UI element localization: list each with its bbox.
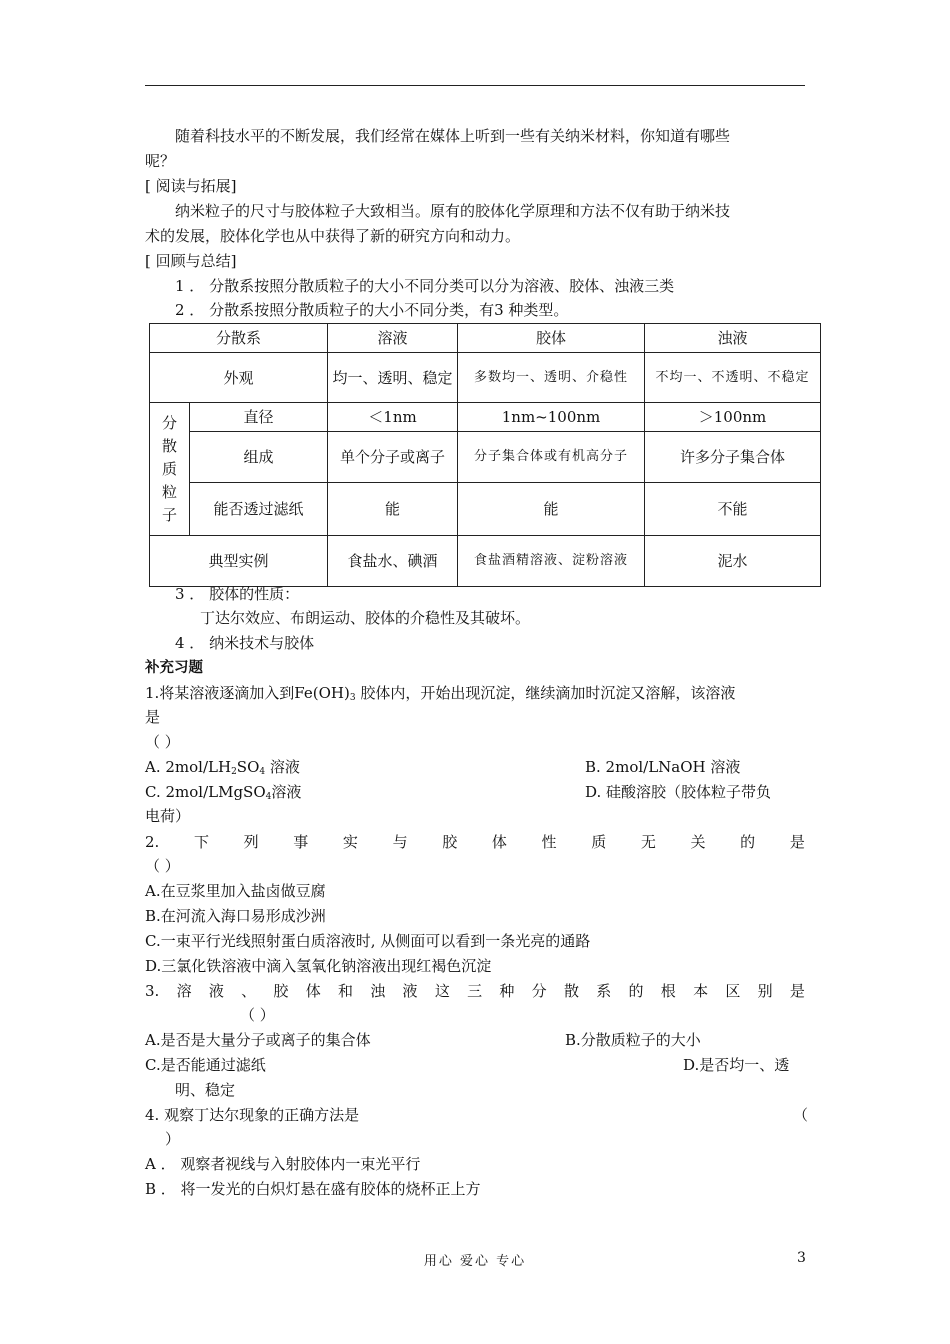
q3-option-b: B.分散质粒子的大小 bbox=[565, 1031, 701, 1049]
review-item-2: 2 ． 分散系按照分散质粒子的大小不同分类，有3 种类型。 bbox=[175, 301, 569, 319]
q1-option-d: D. 硅酸溶胶（胶体粒子带负 bbox=[585, 783, 772, 801]
table-cell: 均一、透明、稳定 bbox=[328, 353, 458, 403]
intro-line-2: 呢？ bbox=[145, 152, 176, 170]
q2-answer-paren: （ ） bbox=[145, 857, 180, 875]
table-row-diameter bbox=[150, 403, 821, 432]
q1-stem-line-2: 是 bbox=[145, 708, 161, 726]
table-cell: 许多分子集合体 bbox=[645, 432, 821, 483]
row-label: 直径 bbox=[190, 403, 328, 432]
q1-option-c: C. 2mol/LMgSO$_4$溶液 bbox=[145, 783, 302, 802]
q3-option-c: C.是否能通过滤纸 bbox=[145, 1056, 266, 1074]
q3-option-d: D.是否均一、透 bbox=[683, 1056, 790, 1074]
header-rule bbox=[145, 85, 805, 86]
q2-option-b: B.在河流入海口易形成沙洲 bbox=[145, 907, 326, 925]
review-item-3: 3 ． 胶体的性质： bbox=[175, 585, 300, 603]
review-item-3-detail: 丁达尔效应、布朗运动、胶体的介稳性及其破坏。 bbox=[200, 609, 531, 627]
table-cell: 能 bbox=[458, 483, 645, 536]
table-cell: 分子集合体或有机高分子 bbox=[458, 432, 645, 483]
particle-group-label: 分 散 质 粒 子 bbox=[150, 403, 190, 536]
q3-options-row-2 bbox=[145, 1053, 805, 1078]
q3-answer-paren: （ ） bbox=[240, 1006, 275, 1024]
row-label: 能否透过滤纸 bbox=[190, 483, 328, 536]
q4-option-a: A ． 观察者视线与入射胶体内一束光平行 bbox=[145, 1155, 421, 1173]
q2-stem: 2. 下 列 事 实 与 胶 体 性 质 无 关 的 是 bbox=[145, 833, 805, 851]
table-cell: 能 bbox=[328, 483, 458, 536]
table-row-header bbox=[150, 324, 821, 353]
reading-line-1: 纳米粒子的尺寸与胶体粒子大致相当。原有的胶体化学原理和方法不仅有助于纳米技 bbox=[175, 202, 731, 220]
header-cell: 浊液 bbox=[645, 324, 821, 353]
review-item-4: 4 ． 纳米技术与胶体 bbox=[175, 634, 315, 652]
q3-option-d-cont: 明、稳定 bbox=[175, 1081, 236, 1099]
row-label: 典型实例 bbox=[150, 536, 328, 587]
exercises-heading: 补充习题 bbox=[145, 660, 203, 676]
table-cell: 食盐酒精溶液、淀粉溶液 bbox=[458, 536, 645, 587]
q3-stem: 3. 溶 液 、 胶 体 和 浊 液 这 三 种 分 散 系 的 根 本 区 别 是 bbox=[145, 982, 805, 1000]
table-row-filter bbox=[150, 483, 821, 536]
table-cell: 单个分子或离子 bbox=[328, 432, 458, 483]
reading-heading: [ 阅读与拓展] bbox=[145, 177, 237, 195]
table-cell: 不能 bbox=[645, 483, 821, 536]
footer-motto: 用心 爱心 专心 bbox=[423, 1254, 527, 1269]
q1-option-d-cont: 电荷） bbox=[145, 807, 191, 825]
table-row-examples bbox=[150, 536, 821, 587]
q1-option-a: A. $2mol/LH_2SO_4$ 溶液 bbox=[145, 758, 300, 777]
page-number: 3 bbox=[797, 1250, 806, 1266]
q1-answer-paren: （ ） bbox=[145, 733, 180, 751]
q2-option-c: C.一束平行光线照射蛋白质溶液时, 从侧面可以看到一条光亮的通路 bbox=[145, 932, 591, 950]
dispersion-table bbox=[149, 323, 821, 587]
q4-option-b: B ． 将一发光的白炽灯悬在盛有胶体的烧杯正上方 bbox=[145, 1180, 481, 1198]
table-row-appearance bbox=[150, 353, 821, 403]
review-heading: [ 回顾与总结] bbox=[145, 252, 237, 270]
row-label: 外观 bbox=[150, 353, 328, 403]
table-cell: ＜1nm bbox=[328, 403, 458, 432]
intro-line-1: 随着科技水平的不断发展，我们经常在媒体上听到一些有关纳米材料，你知道有哪些 bbox=[175, 127, 731, 145]
table-cell: 不均一、不透明、不稳定 bbox=[645, 353, 821, 403]
table-cell: 食盐水、碘酒 bbox=[328, 536, 458, 587]
header-cell: 分散系 bbox=[150, 324, 328, 353]
q3-options-row-1 bbox=[145, 1028, 805, 1053]
table-cell: 泥水 bbox=[645, 536, 821, 587]
table-row-composition bbox=[150, 432, 821, 483]
table-cell: ＞100nm bbox=[645, 403, 821, 432]
reading-line-2: 术的发展，胶体化学也从中获得了新的研究方向和动力。 bbox=[145, 227, 521, 245]
q3-option-a: A.是否是大量分子或离子的集合体 bbox=[145, 1031, 371, 1049]
q1-stem: 1.将某溶液逐滴加入到$Fe(OH)_3$ 胶体内，开始出现沉淀，继续滴加时沉淀又溶解，该溶液 bbox=[145, 684, 736, 703]
q1-option-b: B. 2mol/LNaOH 溶液 bbox=[585, 758, 741, 776]
table-cell: 1nm~100nm bbox=[458, 403, 645, 432]
q4-stem: 4. 观察丁达尔现象的正确方法是 （ bbox=[145, 1106, 809, 1124]
table-cell: 多数均一、透明、介稳性 bbox=[458, 353, 645, 403]
row-label: 组成 bbox=[190, 432, 328, 483]
review-item-1: 1 ． 分散系按照分散质粒子的大小不同分类可以分为溶液、胶体、浊液三类 bbox=[175, 277, 675, 295]
q4-paren-close: ） bbox=[165, 1130, 181, 1148]
q2-option-a: A.在豆浆里加入盐卤做豆腐 bbox=[145, 882, 326, 900]
header-cell: 胶体 bbox=[458, 324, 645, 353]
header-cell: 溶液 bbox=[328, 324, 458, 353]
q2-option-d: D.三氯化铁溶液中滴入氢氧化钠溶液出现红褐色沉淀 bbox=[145, 957, 492, 975]
